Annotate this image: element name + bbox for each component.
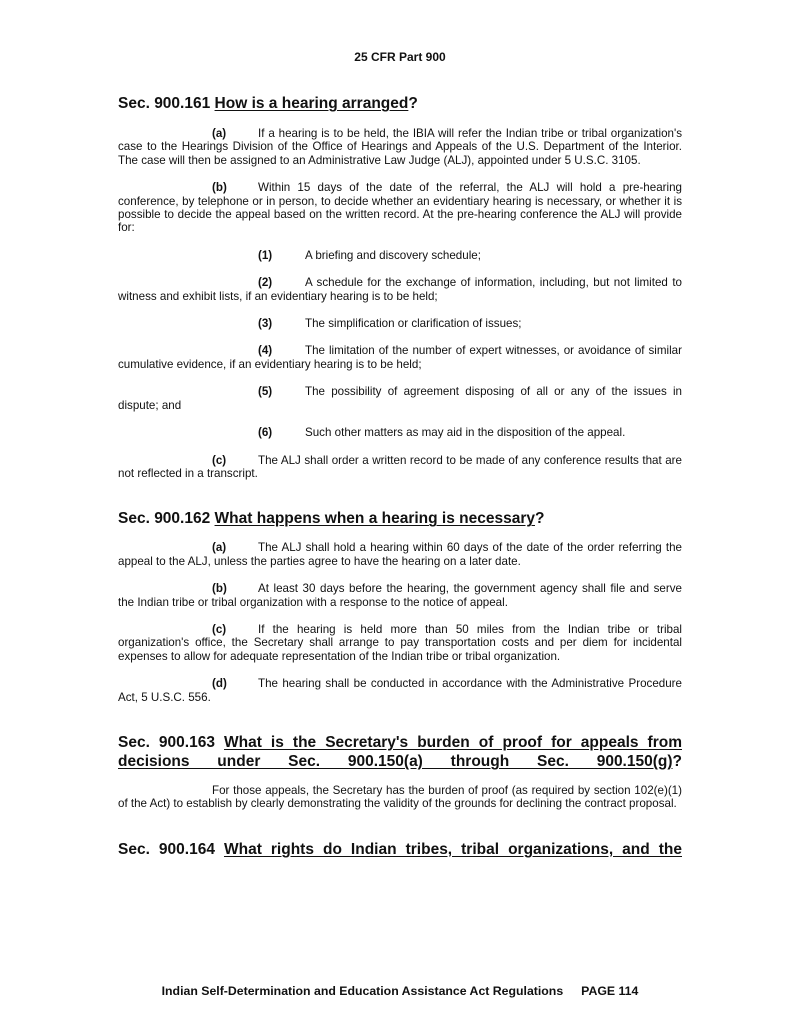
paragraph-text: The ALJ shall hold a hearing within 60 days of the date of the order referring the appeal to the ALJ, unless the parties agree to have the hearing on a later date. <box>118 541 682 568</box>
section-title: What happens when a hearing is necessary <box>214 510 535 528</box>
paragraph <box>118 541 682 568</box>
paragraph <box>118 317 682 330</box>
section-number: Sec. 900.162 <box>118 510 211 528</box>
section-number: Sec. 900.161 <box>118 95 211 112</box>
section-title: What is the Secretary's burden of proof for appeals from decisions under Sec. 900.150(a) through Sec. 900.150(g) <box>118 733 682 770</box>
document-body <box>118 94 682 859</box>
paragraph-marker: (c) <box>212 453 227 467</box>
section-heading: Sec. 900.162 What happens when a hearing is necessary? <box>118 510 545 528</box>
section-title: How is a hearing arranged <box>214 95 409 112</box>
section-heading: Sec. 900.161 How is a hearing arranged? <box>118 95 418 112</box>
paragraph <box>118 127 682 167</box>
paragraph-marker: (1) <box>258 248 273 262</box>
paragraph-text: At least 30 days before the hearing, the government agency shall file and serve the Indian tribe or tribal organization with a response to the notice of appeal. <box>118 582 682 609</box>
footer-title: Indian Self-Determination and Education Assistance Act Regulations <box>161 984 564 998</box>
paragraph <box>118 181 682 235</box>
paragraph-marker: (2) <box>258 276 273 290</box>
paragraph-text: The ALJ shall order a written record to be made of any conference results that are not reflected in a transcript. <box>118 453 682 480</box>
page-footer <box>0 984 800 998</box>
paragraph <box>118 344 682 371</box>
paragraph-marker: (4) <box>258 344 273 358</box>
paragraph-text: The possibility of agreement disposing of all or any of the issues in dispute; and <box>118 385 682 412</box>
section-number: Sec. 900.164 <box>118 840 215 858</box>
paragraph-text: The simplification or clarification of issues; <box>305 317 522 331</box>
paragraph-text: For those appeals, the Secretary has the burden of proof (as required by section 102(e)(1) of the Act) to establish by clearly demonstrating the validity of the grounds for declining the contract proposal. <box>118 783 682 811</box>
paragraph-marker: (b) <box>212 582 227 596</box>
paragraph <box>118 582 682 609</box>
paragraph-text: Within 15 days of the date of the referral, the ALJ will hold a pre-hearing conference, by telephone or in person, to decide whether an evidentiary hearing is necessary, or whether it is possible to decide the appeal based on the written record. At the pre-hearing conference the ALJ will provide for: <box>118 181 682 235</box>
paragraph <box>118 784 682 811</box>
paragraph <box>118 249 682 262</box>
page-header: 25 CFR Part 900 <box>354 50 446 64</box>
paragraph-marker: (5) <box>258 385 273 399</box>
paragraph-text: The hearing shall be conducted in accordance with the Administrative Procedure Act, 5 U.S.C. 556. <box>118 677 682 704</box>
paragraph-marker: (a) <box>212 541 227 555</box>
paragraph-marker: (6) <box>258 426 273 440</box>
paragraph <box>118 385 682 412</box>
paragraph <box>118 426 682 439</box>
paragraph <box>118 623 682 663</box>
paragraph <box>118 677 682 704</box>
section-heading <box>118 840 682 859</box>
paragraph-marker: (c) <box>212 622 227 636</box>
paragraph-marker: (a) <box>212 127 227 140</box>
paragraph-marker: (b) <box>212 181 227 195</box>
paragraph-marker: (3) <box>258 317 273 331</box>
paragraph-text: If a hearing is to be held, the IBIA will refer the Indian tribe or tribal organization's case to the Hearings Division of the Office of Hearings and Appeals of the U.S. Department of the Interior. The case will then be assigned to an Administrative Law Judge (ALJ), appointed under 5 U.S.C. 3105. <box>118 127 682 167</box>
paragraph-text: Such other matters as may aid in the disposition of the appeal. <box>305 426 626 440</box>
paragraph-text: The limitation of the number of expert witnesses, or avoidance of similar cumulative evidence, if an evidentiary hearing is to be held; <box>118 344 682 371</box>
section-title: What rights do Indian tribes, tribal organizations, and the <box>223 840 682 858</box>
paragraph-text: A schedule for the exchange of information, including, but not limited to witness and exhibit lists, if an evidentiary hearing is to be held; <box>118 276 682 303</box>
section-heading: Sec. 900.163 What is the Secretary's burden of proof for appeals from decisions under Sec. 900.150(a) through Sec. 900.150(g)? <box>118 733 682 770</box>
page-number: PAGE 114 <box>581 984 639 998</box>
paragraph <box>118 454 682 481</box>
paragraph-marker: (d) <box>212 677 227 691</box>
paragraph-text: A briefing and discovery schedule; <box>305 248 481 262</box>
section-number: Sec. 900.163 <box>118 733 215 751</box>
paragraph-text: If the hearing is held more than 50 miles from the Indian tribe or tribal organization's office, the Secretary shall arrange to pay transportation costs and per diem for incidental expenses to allow for adequate representation of the Indian tribe or tribal organization. <box>118 622 682 663</box>
paragraph <box>118 276 682 303</box>
